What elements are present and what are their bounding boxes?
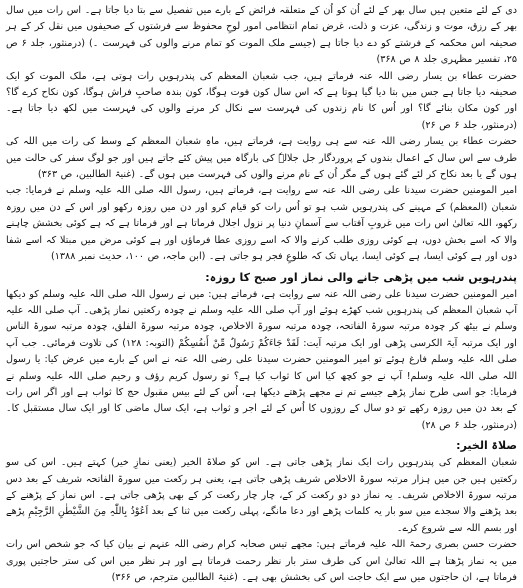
paragraph-hasan-basri: حضرت حسن بصری رحمۃ اللہ علیہ فرماتے ہیں: مجھے تیس صحابہ کرام رضی اللہ عنہم نے بیان کیا کہ جو شخص اس رات میں یہ نماز پڑھتا ہے اللہ تعالیٰ اس کی طرف ستر بار نظر رحمت فرماتا ہے اور ہر نظر میں اس کی ستر حاجتیں پوری فرماتا ہے، ان حاجتوں میں سے ایک حاجت اس کی بخشش بھی ہے۔ (غنیۃ الطالبین مترجم، ص ۳۶۶) (6, 539, 517, 583)
paragraph-hadith-ali: امیر المومنین حضرت سیدنا علی رضی اللہ عنہ سے روایت ہے، فرماتے ہیں، رسول اللہ صلی اللہ علیہ وسلم نے فرمایا: جب شعبان (المعظم) کے مہینے کی پندرہویں شب ہو تو اُس رات کو قیام کرو اور دن میں روزہ رکھو اور اس کے دن میں روزہ رکھو، اللہ تعالیٰ اس رات میں غروبِ آفتاب سے آسمانِ دنیا پر نزول اجلال فرماتا ہے اور فرماتا ہے کہ ہے کوئی بخشش چاہنے والا کہ اسے بخش دوں، ہے کوئی روزی طلب کرنے والا کہ اسے روزی عطا فرماؤں اور ہے کوئی مرض میں مبتلا کہ اسے شفا دوں اور ہے کوئی ایسا، ہے کوئی ایسا، یہاں تک کہ طلوعِ فجر ہو جاتی ہے۔ (ابن ماجہ، ص ۱۰۰، حدیث نمبر ۱۳۸۸) (6, 185, 517, 263)
paragraph-ata-2: حضرت عطاء بن یسار رضی اللہ عنہ سے ہی روایت ہے، فرماتے ہیں، ماہِ شعبان المعظم کے وسط کی رات میں اللہ کی طرف سے اس سال کے اعمال بندوں کے پروردگار جل جلالہٗ کی بارگاہ میں پیش کئے جاتے ہیں اور جو لوگ سفر کی حالت میں ہوں گے یا بعد نکاح کر لئے گئے ہوں گے مگر اُن کے نام مرنے والوں کی فہرست میں ہوں گے۔ (غنیۃ الطالبین، ص ۳۶۳) (6, 136, 517, 181)
paragraph-ata-1: حضرت عطاء بن یسار رضی اللہ عنہ فرماتے ہیں، جب شعبان المعظم کی پندرہویں رات ہوتی ہے، ملک الموت کو ایک صحیفہ دیا جاتا ہے جس میں بتا دیا گیا ہوتا ہے کہ اس سال کون فوت ہوگا، کون بندہ صاحبِ فراش ہوگا، کون نکاح کرے گا؟ اور کون مکان بنائے گا؟ اور اُس کا نام زندوں کی فہرست سے نکال کر مرنے والوں کی فہرست میں لکھ دیا جاتا ہے۔ (درمنثور، جلد ۶ ص ۲۶) (6, 70, 517, 131)
section-heading-salat-al-khair: صلاۃ الخیر: (456, 439, 517, 453)
paragraph-salat-al-khair: شعبان المعظم کی پندرہویں رات ایک نماز پڑھی جاتی ہے۔ اس کو صلاۃ الخیر (یعنی نمازِ خیر) کہتے ہیں۔ اس کی سو رکعتیں ہیں جن میں ہزار مرتبہ سورۃ الاخلاص شریف پڑھی جاتی ہے، یعنی ہر رکعت میں سورۃ الفاتحہ شریف کے بعد دس مرتبہ سورۃ الاخلاص شریف۔ یہ نماز دو دو رکعت کر کے، چار چار رکعت کر کے بھی پڑھی جاتی ہے۔ اس نماز کے پڑھنے کے بعد پڑھنے والا سجدے میں سو بار یہ کلمات پڑھے اور دعا مانگے، پہلی رکعت میں ثنا کے بعد اَعُوْذُ بِاللّٰہِ مِنَ الشَّیْطٰنِ الرَّجِیْمِ پڑھے اور بسم اللہ سے شروع کرے۔ (6, 457, 517, 534)
paragraph-fourteen-rakat: امیر المومنین حضرت سیدنا علی رضی اللہ عنہ سے روایت ہے، فرماتے ہیں: میں نے رسول اللہ صلی اللہ علیہ وسلم کو دیکھا آپ شعبان المعظم کی پندرہویں شب کھڑے ہوئے اور آپ صلی اللہ علیہ وسلم نے چودہ رکعتیں نماز پڑھی۔ آپ صلی اللہ علیہ وسلم نے بیٹھ کر چودہ مرتبہ سورۃ الفاتحہ، چودہ مرتبہ سورۃ الاخلاص، چودہ مرتبہ سورۃ الفلق، چودہ مرتبہ سورۃ الناس اور ایک مرتبہ آیۃ الکرسی پڑھی اور ایک مرتبہ آیت: لَقَدْ جَاءَكُمْ رَسُولٌ مِّنْ أَنفُسِكُمْ (التوبہ: ۱۲۸) کی تلاوت فرمائی۔ جب آپ صلی اللہ علیہ وسلم فارغ ہوئے تو امیر المومنین حضرت سیدنا علی رضی اللہ عنہ نے اس کے بارے میں عرض کیا: یا رسول اللہ صلی اللہ علیہ وسلم! آپ نے جو کچھ کیا اس کا ثواب کیا ہے؟ تو رسول کریم رؤف و رحیم صلی اللہ علیہ وسلم نے فرمایا: جو اسی طرح نماز پڑھے جیسے تم نے مجھے پڑھتے دیکھا ہے، اُس کے لئے بیس مقبول حج کا ثواب ہے اور اگر اس رات کے بعد دن میں روزہ رکھے تو دو سال کے روزوں کا اُس کے لئے اجر و ثواب ہے، ایک سال ماضی کا اور ایک سال مستقبل کا۔ (درمنثور، جلد ۶ ص ۲۸) (6, 288, 517, 431)
document-page (6, 3, 517, 582)
paragraph-intro: دی کے لئے متعین ہیں سال بھر کے لئے اُن کو اُن کے متعلقہ فرائض کے بارے میں تفصیل سے بتا دیا جاتا ہے۔ اس رات میں سال بھر کے رزق، موت و زندگی، عزت و ذلت، غرض تمام انتظامی امور لوحِ محفوظ سے فرشتوں کے صحیفوں میں نقل کر کے ہر صحیفہ اس محکمہ کے فرشتے کو دے دیا جاتا ہے (جیسے ملک الموت کو تمام مرنے والوں کی فہرست ۔) (درمنثور، جلد ۶ ص ۲۵، تفسیر مظہری جلد ۸ ص ۳۶۸) (6, 5, 517, 66)
section-heading-prayer-and-fast: پندرہویں شب میں پڑھی جانے والی نماز اور صبح کا روزہ: (205, 270, 517, 284)
